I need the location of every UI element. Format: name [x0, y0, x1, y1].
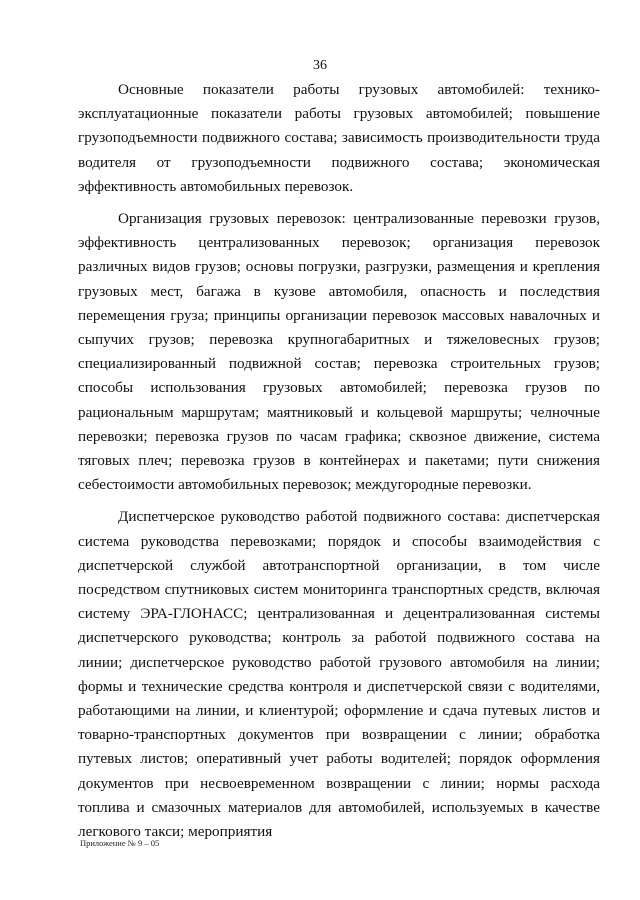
document-body: [78, 78, 600, 852]
page-footer: Приложение № 9 – 05: [80, 838, 160, 848]
page-number: 36: [313, 58, 327, 73]
paragraph-cargo-organization: Организация грузовых перевозок: централизованные перевозки грузов, эффективность централизованных перевозок; организация перевозок различных видов грузов; основы погрузки, разгрузки, размещения и крепления грузовых мест, багажа в кузове автомобиля, опасность и последствия перемещения груза; принципы организации перевозок массовых навалочных и сыпучих грузов; перевозка крупногабаритных и тяжеловесных грузов; специализированный подвижной состав; перевозка строительных грузов; способы использования грузовых автомобилей; перевозка грузов по рациональным маршрутам; маятниковый и кольцевой маршруты; челночные перевозки; перевозка грузов по часам графика; сквозное движение, система тяговых плеч; перевозка грузов в контейнерах и пакетами; пути снижения себестоимости автомобильных перевозок; междугородные перевозки.: [78, 210, 600, 494]
paragraph-truck-performance: Основные показатели работы грузовых автомобилей: технико-эксплуатационные показатели работы грузовых автомобилей; повышение грузоподъемности подвижного состава; зависимость производительности труда водителя от грузоподъемности подвижного состава; экономическая эффективность автомобильных перевозок.: [78, 81, 600, 195]
paragraph-dispatch-management: Диспетчерское руководство работой подвижного состава: диспетчерская система руководства перевозками; порядок и способы взаимодействия с диспетчерской службой автотранспортной организации, в том числе посредством спутниковых систем мониторинга транспортных средств, включая систему ЭРА-ГЛОНАСС; централизованная и децентрализованная системы диспетчерского руководства; контроль за работой подвижного состава на линии; диспетчерское руководство работой грузового автомобиля на линии; формы и технические средства контроля и диспетчерской связи с водителями, работающими на линии, и клиентурой; оформление и сдача путевых листов и товарно-транспортных документов при возвращении с линии; обработка путевых листов; оперативный учет работы водителей; порядок оформления документов при несвоевременном возвращении с линии; нормы расхода топлива и смазочных материалов для автомобилей, используемых в качестве легкового такси; мероприятия: [78, 508, 600, 841]
